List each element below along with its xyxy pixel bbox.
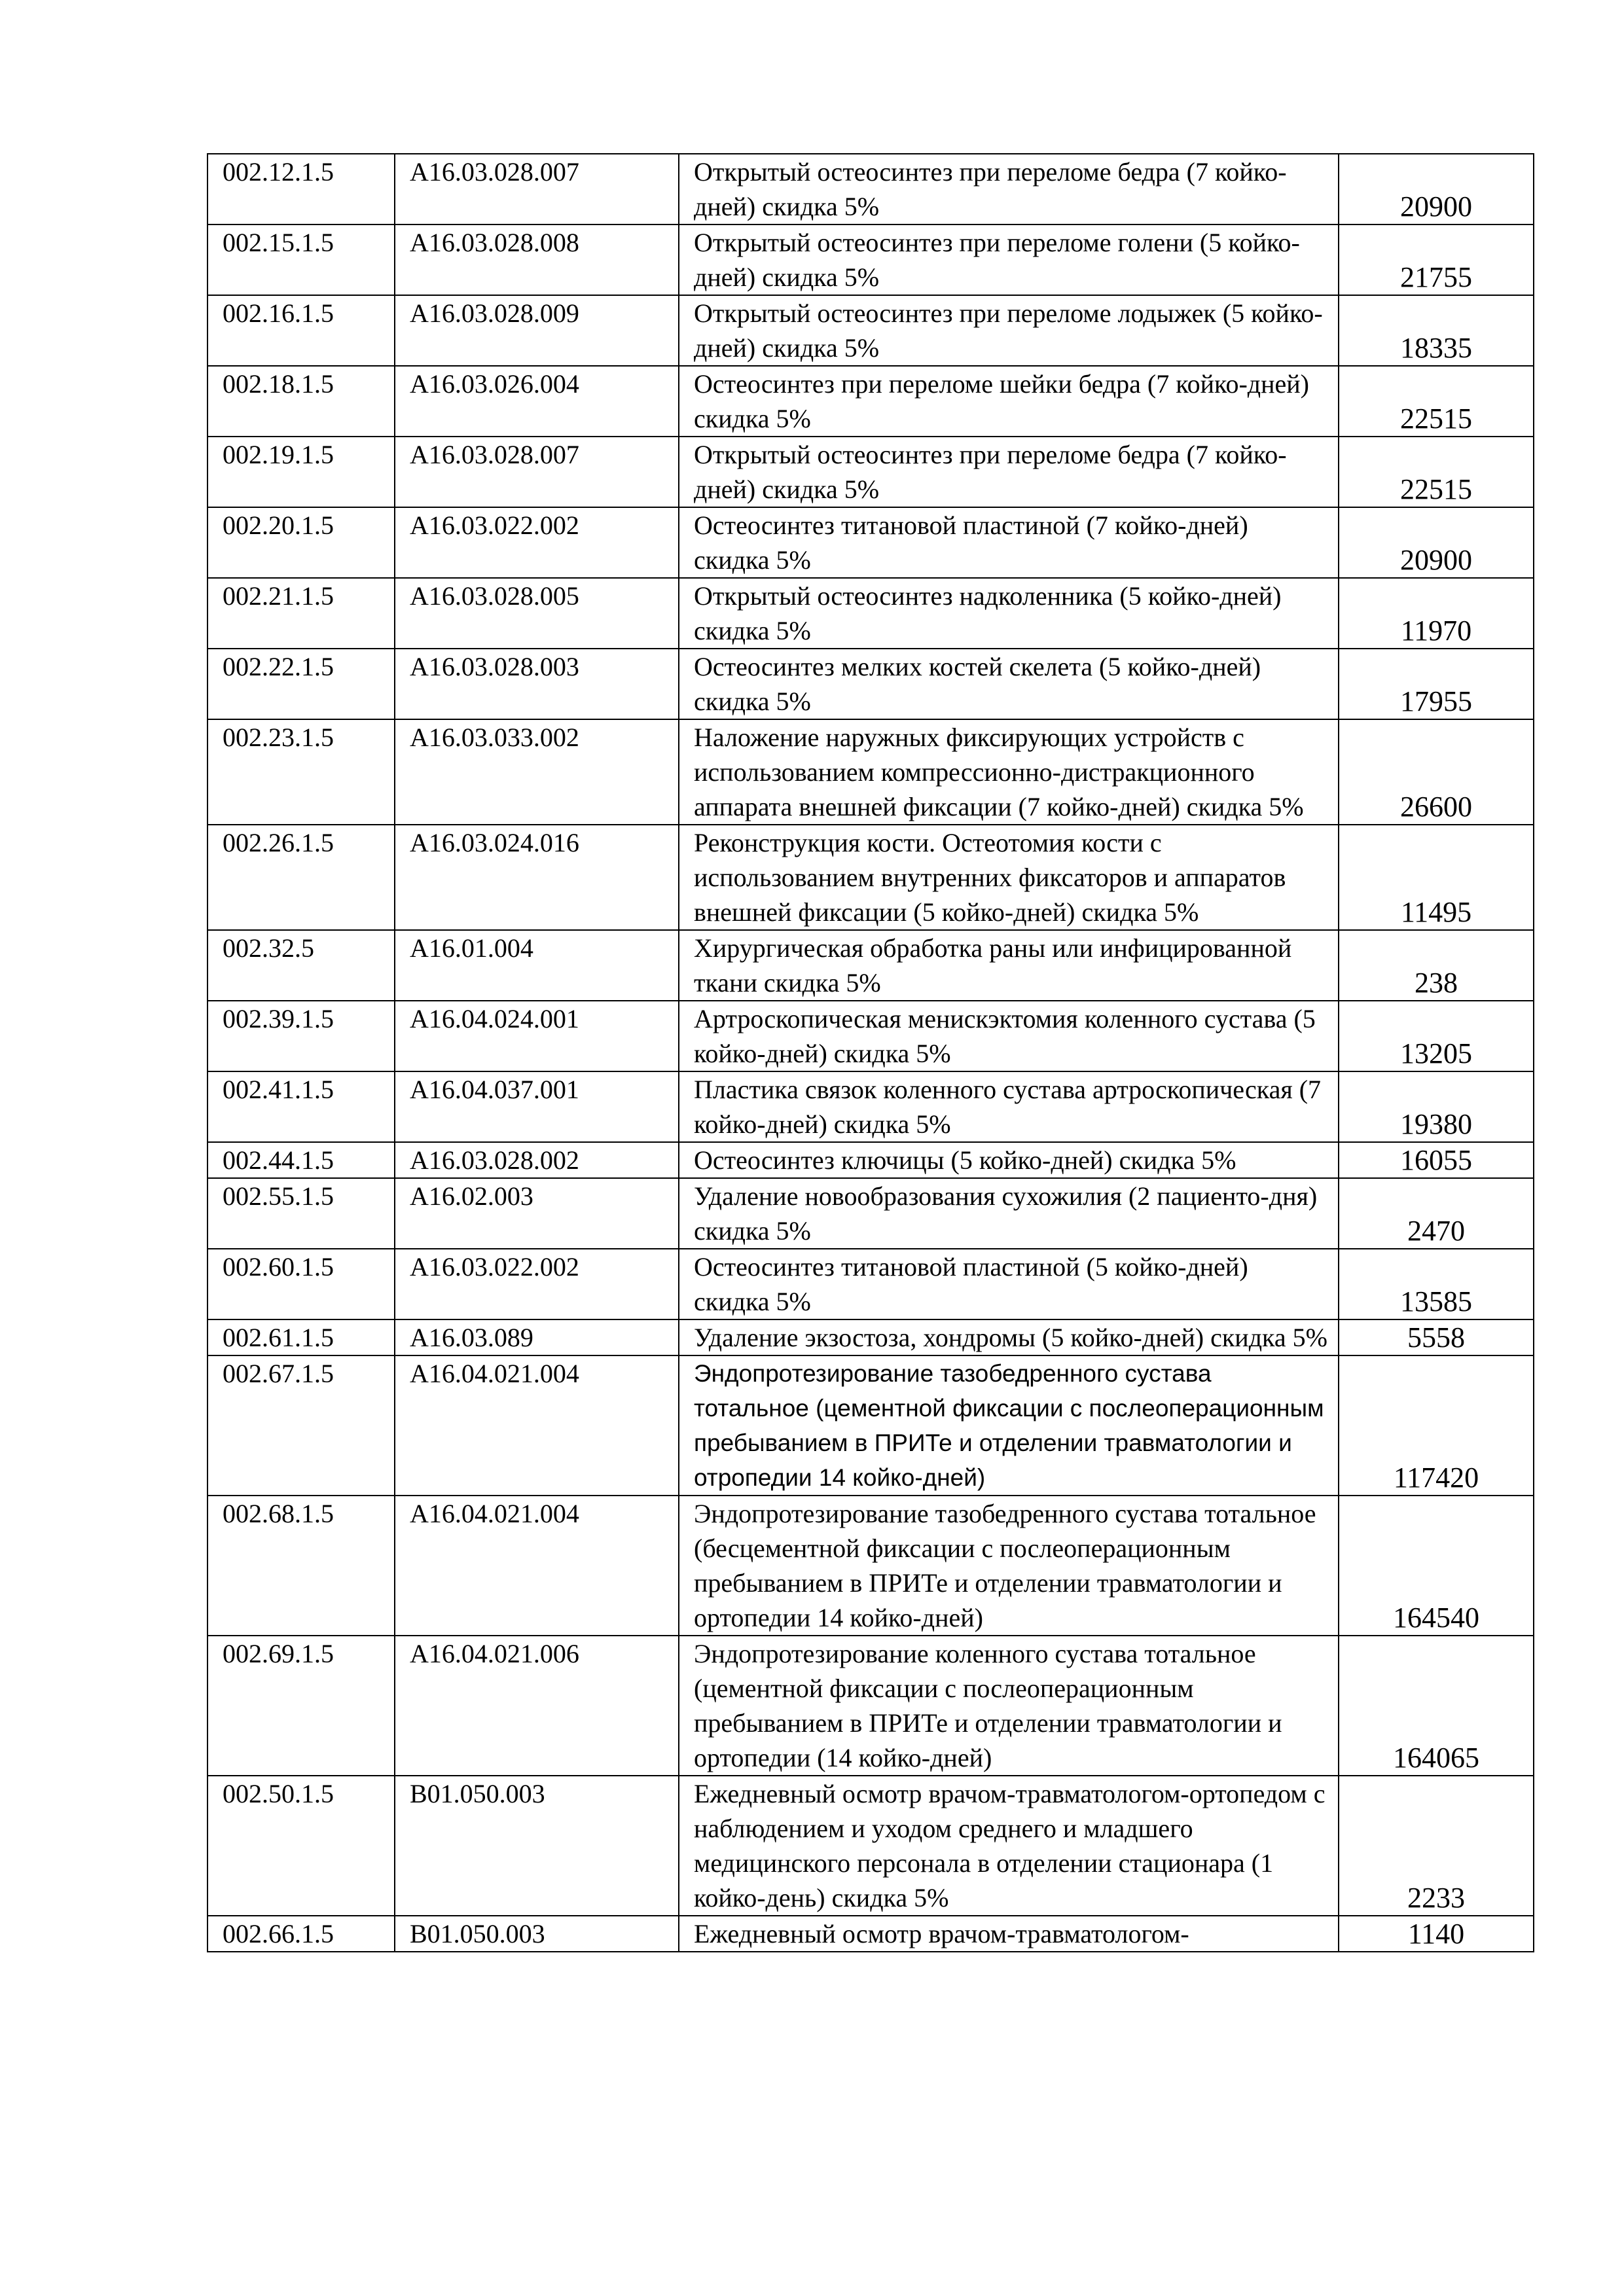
row-description-cell: Удаление экзостоза, хондромы (5 койко-дней) скидка 5% [679, 1319, 1339, 1355]
row-description-cell: Удаление новообразования сухожилия (2 пациенто-дня) скидка 5% [679, 1178, 1339, 1249]
row-price-cell: 13585 [1339, 1249, 1534, 1319]
row-service-code-cell: A16.01.004 [395, 930, 679, 1001]
row-code-cell: 002.69.1.5 [208, 1636, 395, 1776]
row-price-cell: 13205 [1339, 1001, 1534, 1071]
row-price-cell: 2233 [1339, 1776, 1534, 1916]
price-table [207, 153, 1534, 1952]
table-row [208, 154, 1534, 224]
table-row [208, 507, 1534, 578]
table-row [208, 1916, 1534, 1952]
row-price-cell: 1140 [1339, 1916, 1534, 1952]
row-description-cell: Остеосинтез мелких костей скелета (5 койко-дней) скидка 5% [679, 649, 1339, 719]
row-code-cell: 002.68.1.5 [208, 1496, 395, 1636]
row-description-cell: Хирургическая обработка раны или инфицированной ткани скидка 5% [679, 930, 1339, 1001]
row-price-cell: 2470 [1339, 1178, 1534, 1249]
row-description-cell: Пластика связок коленного сустава артроскопическая (7 койко-дней) скидка 5% [679, 1071, 1339, 1142]
row-description-cell: Остеосинтез титановой пластиной (7 койко-дней) скидка 5% [679, 507, 1339, 578]
row-code-cell: 002.55.1.5 [208, 1178, 395, 1249]
row-service-code-cell: A16.04.037.001 [395, 1071, 679, 1142]
row-code-cell: 002.16.1.5 [208, 295, 395, 366]
table-row [208, 1071, 1534, 1142]
row-code-cell: 002.26.1.5 [208, 825, 395, 930]
table-row [208, 825, 1534, 930]
row-price-cell: 16055 [1339, 1142, 1534, 1178]
row-description-cell: Реконструкция кости. Остеотомия кости с использованием внутренних фиксаторов и аппаратов внешней фиксации (5 койко-дней) скидка 5% [679, 825, 1339, 930]
row-description-cell: Остеосинтез ключицы (5 койко-дней) скидка 5% [679, 1142, 1339, 1178]
row-service-code-cell: A16.04.021.006 [395, 1636, 679, 1776]
row-service-code-cell: B01.050.003 [395, 1776, 679, 1916]
row-description-cell: Эндопротезирование коленного сустава тотальное (цементной фиксации с послеоперационным пребыванием в ПРИТе и отделении травматологии и ортопедии (14 койко-дней) [679, 1636, 1339, 1776]
table-row [208, 930, 1534, 1001]
row-service-code-cell: A16.03.028.009 [395, 295, 679, 366]
row-service-code-cell: A16.03.028.007 [395, 437, 679, 507]
row-service-code-cell: A16.03.033.002 [395, 719, 679, 825]
row-price-cell: 5558 [1339, 1319, 1534, 1355]
row-price-cell: 117420 [1339, 1355, 1534, 1496]
row-description-cell: Эндопротезирование тазобедренного сустава тотальное (цементной фиксации с послеоперационным пребыванием в ПРИТе и отделении травматологии и отропедии 14 койко-дней) [679, 1355, 1339, 1496]
row-price-cell: 238 [1339, 930, 1534, 1001]
row-description-cell: Открытый остеосинтез при переломе бедра (7 койко-дней) скидка 5% [679, 437, 1339, 507]
row-description-cell: Артроскопическая менискэктомия коленного сустава (5 койко-дней) скидка 5% [679, 1001, 1339, 1071]
row-code-cell: 002.22.1.5 [208, 649, 395, 719]
row-service-code-cell: A16.03.022.002 [395, 507, 679, 578]
row-description-cell: Эндопротезирование тазобедренного сустава тотальное (бесцементной фиксации с послеоперационным пребыванием в ПРИТе и отделении травматологии и ортопедии 14 койко-дней) [679, 1496, 1339, 1636]
row-price-cell: 19380 [1339, 1071, 1534, 1142]
row-price-cell: 164065 [1339, 1636, 1534, 1776]
row-code-cell: 002.66.1.5 [208, 1916, 395, 1952]
row-code-cell: 002.61.1.5 [208, 1319, 395, 1355]
row-price-cell: 21755 [1339, 224, 1534, 295]
row-price-cell: 18335 [1339, 295, 1534, 366]
row-description-cell: Открытый остеосинтез надколенника (5 койко-дней) скидка 5% [679, 578, 1339, 649]
row-price-cell: 26600 [1339, 719, 1534, 825]
row-service-code-cell: A16.02.003 [395, 1178, 679, 1249]
row-description-cell: Ежедневный осмотр врачом-травматологом-ортопедом с наблюдением и уходом среднего и младшего медицинского персонала в отделении стационара (1 койко-день) скидка 5% [679, 1776, 1339, 1916]
row-code-cell: 002.18.1.5 [208, 366, 395, 437]
row-service-code-cell: B01.050.003 [395, 1916, 679, 1952]
row-service-code-cell: A16.04.024.001 [395, 1001, 679, 1071]
row-description-cell: Открытый остеосинтез при переломе бедра (7 койко-дней) скидка 5% [679, 154, 1339, 224]
table-row [208, 719, 1534, 825]
row-code-cell: 002.44.1.5 [208, 1142, 395, 1178]
row-service-code-cell: A16.03.028.003 [395, 649, 679, 719]
row-code-cell: 002.20.1.5 [208, 507, 395, 578]
row-service-code-cell: A16.03.028.008 [395, 224, 679, 295]
row-code-cell: 002.21.1.5 [208, 578, 395, 649]
table-row [208, 1636, 1534, 1776]
row-price-cell: 22515 [1339, 437, 1534, 507]
row-code-cell: 002.32.5 [208, 930, 395, 1001]
row-code-cell: 002.12.1.5 [208, 154, 395, 224]
table-row [208, 1496, 1534, 1636]
row-price-cell: 11970 [1339, 578, 1534, 649]
row-code-cell: 002.15.1.5 [208, 224, 395, 295]
row-price-cell: 20900 [1339, 507, 1534, 578]
row-description-cell: Остеосинтез титановой пластиной (5 койко-дней) скидка 5% [679, 1249, 1339, 1319]
row-description-cell: Наложение наружных фиксирующих устройств с использованием компрессионно-дистракционного аппарата внешней фиксации (7 койко-дней) скидка 5% [679, 719, 1339, 825]
row-code-cell: 002.19.1.5 [208, 437, 395, 507]
row-code-cell: 002.67.1.5 [208, 1355, 395, 1496]
row-price-cell: 22515 [1339, 366, 1534, 437]
table-row [208, 1249, 1534, 1319]
row-code-cell: 002.50.1.5 [208, 1776, 395, 1916]
row-price-cell: 17955 [1339, 649, 1534, 719]
table-row [208, 366, 1534, 437]
row-price-cell: 164540 [1339, 1496, 1534, 1636]
row-code-cell: 002.39.1.5 [208, 1001, 395, 1071]
row-service-code-cell: A16.03.028.005 [395, 578, 679, 649]
table-row [208, 295, 1534, 366]
price-table-body [208, 154, 1534, 1952]
table-row [208, 1178, 1534, 1249]
row-service-code-cell: A16.03.022.002 [395, 1249, 679, 1319]
table-row [208, 1001, 1534, 1071]
table-row [208, 1142, 1534, 1178]
row-description-cell: Открытый остеосинтез при переломе голени (5 койко-дней) скидка 5% [679, 224, 1339, 295]
row-price-cell: 11495 [1339, 825, 1534, 930]
table-row [208, 224, 1534, 295]
row-price-cell: 20900 [1339, 154, 1534, 224]
table-row [208, 1319, 1534, 1355]
table-row [208, 437, 1534, 507]
row-service-code-cell: A16.03.026.004 [395, 366, 679, 437]
row-service-code-cell: A16.03.028.002 [395, 1142, 679, 1178]
row-service-code-cell: A16.04.021.004 [395, 1355, 679, 1496]
row-service-code-cell: A16.03.089 [395, 1319, 679, 1355]
row-code-cell: 002.60.1.5 [208, 1249, 395, 1319]
row-description-cell: Остеосинтез при переломе шейки бедра (7 койко-дней) скидка 5% [679, 366, 1339, 437]
row-description-cell: Ежедневный осмотр врачом-травматологом- [679, 1916, 1339, 1952]
table-row [208, 1776, 1534, 1916]
table-row [208, 1355, 1534, 1496]
row-service-code-cell: A16.03.024.016 [395, 825, 679, 930]
row-description-cell: Открытый остеосинтез при переломе лодыжек (5 койко-дней) скидка 5% [679, 295, 1339, 366]
row-service-code-cell: A16.03.028.007 [395, 154, 679, 224]
row-code-cell: 002.41.1.5 [208, 1071, 395, 1142]
row-code-cell: 002.23.1.5 [208, 719, 395, 825]
row-service-code-cell: A16.04.021.004 [395, 1496, 679, 1636]
table-row [208, 578, 1534, 649]
table-row [208, 649, 1534, 719]
